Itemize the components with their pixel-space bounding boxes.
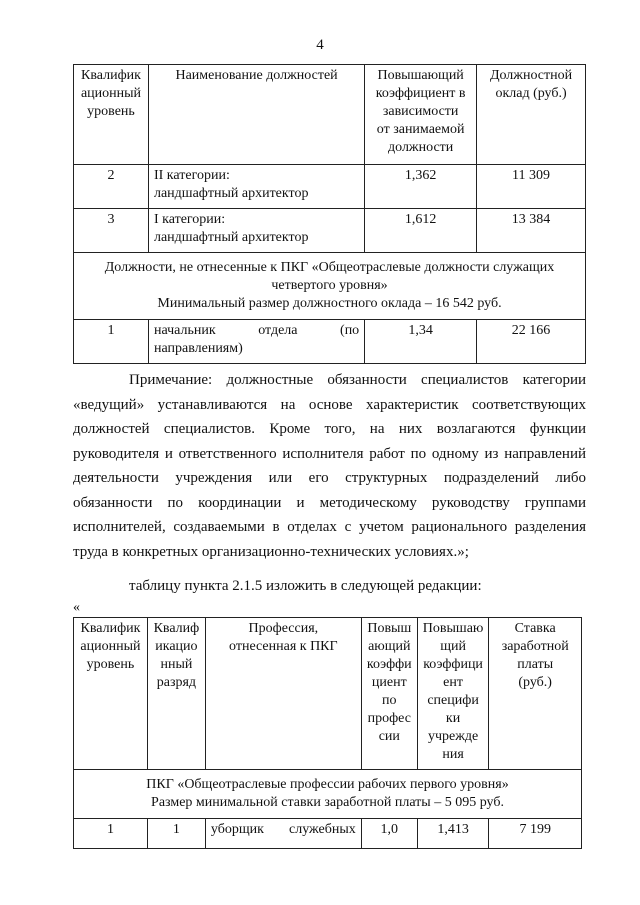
cell-profession-coefficient: 1,0: [361, 819, 417, 849]
note-paragraph: [73, 368, 586, 564]
header-text: Повышающий: [377, 68, 464, 83]
header-text: Профессия,: [248, 621, 319, 636]
group-cell: [74, 770, 582, 819]
cell-level: 3: [74, 209, 149, 253]
note-line: руководителя и ответственного исполнителя работ по одному из направлений: [73, 445, 586, 462]
group-title: четвертого уровня»: [271, 278, 388, 293]
position-line: ландшафтный архитектор: [153, 230, 309, 245]
header-text: профес: [367, 711, 411, 726]
header-text: коэффици: [423, 657, 483, 672]
profession-text: уборщик служебных: [210, 822, 356, 837]
note-line: Примечание: должностные обязанности специалистов категории: [129, 372, 586, 388]
header-text: Повыш: [367, 621, 412, 636]
header-text: Должностной: [489, 68, 573, 83]
table-row: [74, 209, 586, 253]
header-text: ающий: [368, 639, 411, 654]
cell-salary: 13 384: [477, 209, 586, 253]
header-text: нный: [160, 657, 193, 672]
group-cell: [74, 253, 586, 320]
position-line: II категории:: [153, 168, 230, 183]
instruction-paragraph: [73, 574, 586, 599]
position-line: I категории:: [153, 212, 226, 227]
cell-salary: 11 309: [477, 165, 586, 209]
page-number: 4: [316, 37, 324, 53]
header-text: циент: [371, 675, 407, 690]
group-title: Должности, не отнесенные к ПКГ «Общеотраслевые должности служащих: [104, 260, 555, 275]
header-text: разряд: [156, 675, 197, 690]
header-text: ния: [442, 747, 464, 762]
position-line: начальник отдела (по: [153, 323, 360, 338]
header-institution-coefficient: [417, 618, 489, 770]
header-text: сии: [378, 729, 400, 744]
cell-level: 2: [74, 165, 149, 209]
group-row: [74, 770, 582, 819]
header-text: Квалифик: [81, 68, 141, 83]
table-row: [74, 165, 586, 209]
header-text: ки: [445, 711, 461, 726]
header-qualification-level: [74, 65, 149, 165]
position-line: направлениям): [153, 341, 243, 356]
header-text: уровень: [86, 657, 135, 672]
note-line: исполнителей, создаваемыми в отделах с учетом рационального разделения: [73, 519, 586, 535]
header-text: специфи: [427, 693, 479, 708]
cell-level: 1: [74, 819, 148, 849]
cell-wage-rate: 7 199: [489, 819, 582, 849]
header-position-name: [148, 65, 364, 165]
instruction-text: таблицу пункта 2.1.5 изложить в следующей редакции:: [129, 578, 482, 594]
cell-position: [148, 320, 364, 364]
header-profession-coefficient: [361, 618, 417, 770]
cell-coefficient: 1,34: [365, 320, 477, 364]
cell-grade: 1: [147, 819, 205, 849]
header-wage-rate: [489, 618, 582, 770]
header-text: ент: [443, 675, 463, 690]
note-line: обязанности по координации и методическому руководству группами: [73, 494, 586, 511]
cell-coefficient: 1,612: [365, 209, 477, 253]
header-text: ационный: [80, 86, 142, 101]
cell-profession: [205, 819, 361, 849]
header-text: отнесенная к ПКГ: [229, 639, 338, 654]
header-text: заработной: [501, 639, 569, 654]
header-text: коэффициент в: [375, 86, 466, 101]
header-coefficient: [365, 65, 477, 165]
header-text: Квалифик: [80, 621, 141, 636]
header-salary: [477, 65, 586, 165]
header-text: должности: [388, 140, 454, 155]
header-text: по: [382, 693, 397, 708]
cell-salary: 22 166: [477, 320, 586, 364]
cell-position: [148, 165, 364, 209]
note-line: деятельности учреждения или его структурных подразделений либо: [73, 470, 586, 486]
note-line: «ведущий» устанавливаются на основе характеристик соответствующих: [73, 396, 586, 413]
header-text: платы: [517, 657, 554, 672]
cell-coefficient: 1,362: [365, 165, 477, 209]
open-quote: «: [73, 600, 80, 615]
professions-table: [73, 617, 582, 849]
header-text: от занимаемой: [376, 122, 465, 137]
cell-position: [148, 209, 364, 253]
table-row: [74, 320, 586, 364]
table-header-row: [74, 65, 586, 165]
header-text: Наименование должностей: [175, 68, 338, 83]
header-text: Ставка: [514, 621, 556, 636]
cell-level: 1: [74, 320, 149, 364]
cell-institution-coefficient: 1,413: [417, 819, 489, 849]
header-text: щий: [440, 639, 466, 654]
header-text: зависимости: [382, 104, 459, 119]
header-text: икацио: [155, 639, 198, 654]
note-line: должностей специалистов. Кроме того, на них возлагаются функции: [73, 421, 586, 437]
note-line: труда в конкретных организационно-технических условиях.»;: [73, 543, 469, 560]
header-text: уровень: [87, 104, 135, 119]
header-text: ационный: [80, 639, 141, 654]
group-title: ПКГ «Общеотраслевые профессии рабочих первого уровня»: [146, 777, 509, 792]
header-text: учрежде: [427, 729, 479, 744]
header-text: Повышаю: [422, 621, 484, 636]
positions-table: [73, 64, 586, 364]
header-profession: [205, 618, 361, 770]
group-min-rate: Размер минимальной ставки заработной платы – 5 095 руб.: [151, 795, 504, 810]
header-text: коэффи: [366, 657, 412, 672]
table-header-row: [74, 618, 582, 770]
header-qualification-grade: [147, 618, 205, 770]
header-text: (руб.): [518, 675, 552, 690]
header-text: оклад (руб.): [495, 86, 567, 101]
group-row: [74, 253, 586, 320]
position-line: ландшафтный архитектор: [153, 186, 309, 201]
group-min-salary: Минимальный размер должностного оклада – 16 542 руб.: [157, 296, 502, 311]
header-qualification-level: [74, 618, 148, 770]
table-row: [74, 819, 582, 849]
header-text: Квалиф: [153, 621, 200, 636]
